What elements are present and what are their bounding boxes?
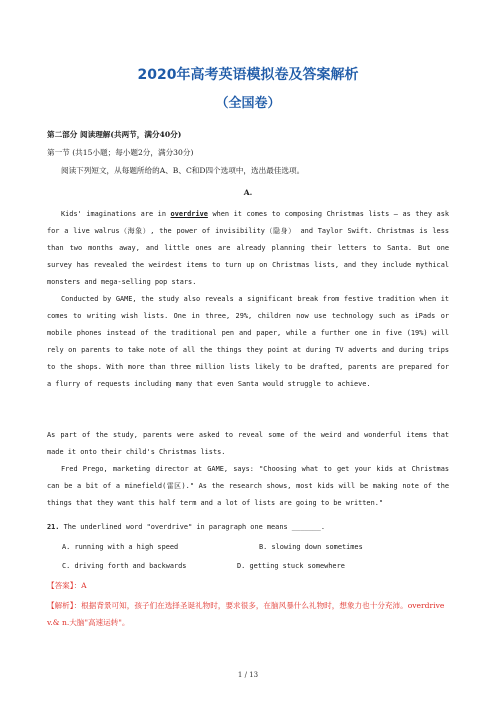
option-a: A. running with a high speed: [62, 543, 179, 551]
section-sub-heading: 第一节 (共15小题；每小题2分，满分30分): [47, 148, 194, 157]
document-title: 2020年高考英语模拟卷及答案解析: [137, 67, 359, 83]
answer-analysis: 【解析】：根据背景可知，孩子们在选择圣诞礼物时，要求很多，在脑风暴什么礼物时，想象力也十分充沛。overdrive v.& n.大脑"高速运转"。: [47, 601, 445, 627]
option-d: D. getting stuck somewhere: [237, 562, 345, 570]
question-stem: The underlined word "overdrive" in paragraph one means _______.: [63, 523, 325, 531]
passage-text: Kids' imaginations are in: [61, 210, 171, 218]
document-subtitle: （全国卷）: [215, 96, 281, 111]
passage-paragraph-3: As part of the study, parents were asked to reveal some of the weird and wonderful items that made it onto their child's Christmas lists.: [47, 431, 449, 457]
passage-paragraph-1: [47, 206, 449, 291]
passage-paragraph-4: Fred Prego, marketing director at GAME, says: "Choosing what to get your kids at Christmas can be a bit of a minefield(雷区)." As the research shows, most kids will be making note of the things that they want this half term and a lot of lists are going to be written.": [47, 465, 449, 508]
answer-label: 【答案】：A: [47, 581, 87, 590]
question-number: 21.: [47, 523, 60, 531]
underlined-word: overdrive: [170, 210, 208, 218]
page-number: 1 / 13: [237, 671, 259, 679]
passage-text: when it comes to composing Christmas lists – as they ask for a live walrus（海象）, the power of invisibility（隐身） and Taylor Swift. Christmas is less than two months away, and little ones are already planning their letters to Santa. But one survey has revealed the weirdest items to turn up on Christmas lists, and they include mythical monsters and mega-selling pop stars.: [47, 210, 449, 287]
passage-paragraph-2: Conducted by GAME, the study also reveals a significant break from festive tradition when it comes to writing wish lists. One in three, 29%, children now use technology such as iPads or mobile phones instead of the traditional pen and paper, while a further one in five (19%) will rely on parents to take note of all the things they point at during TV adverts and during trips to the shops. With more than three million lists likely to be drafted, parents are prepared for a flurry of requests including many that even Santa would struggle to achieve.: [47, 295, 449, 389]
question-21: [47, 523, 325, 531]
option-b: B. slowing down sometimes: [259, 543, 363, 551]
option-c: C. driving forth and backwards: [62, 562, 187, 570]
section-instruction: 阅读下列短文，从每题所给的A、B、C和D四个选项中，选出最佳选项。: [61, 166, 305, 175]
passage-label: A.: [243, 188, 253, 197]
section-part-heading: 第二部分 阅读理解(共两节，满分40分): [47, 130, 182, 139]
